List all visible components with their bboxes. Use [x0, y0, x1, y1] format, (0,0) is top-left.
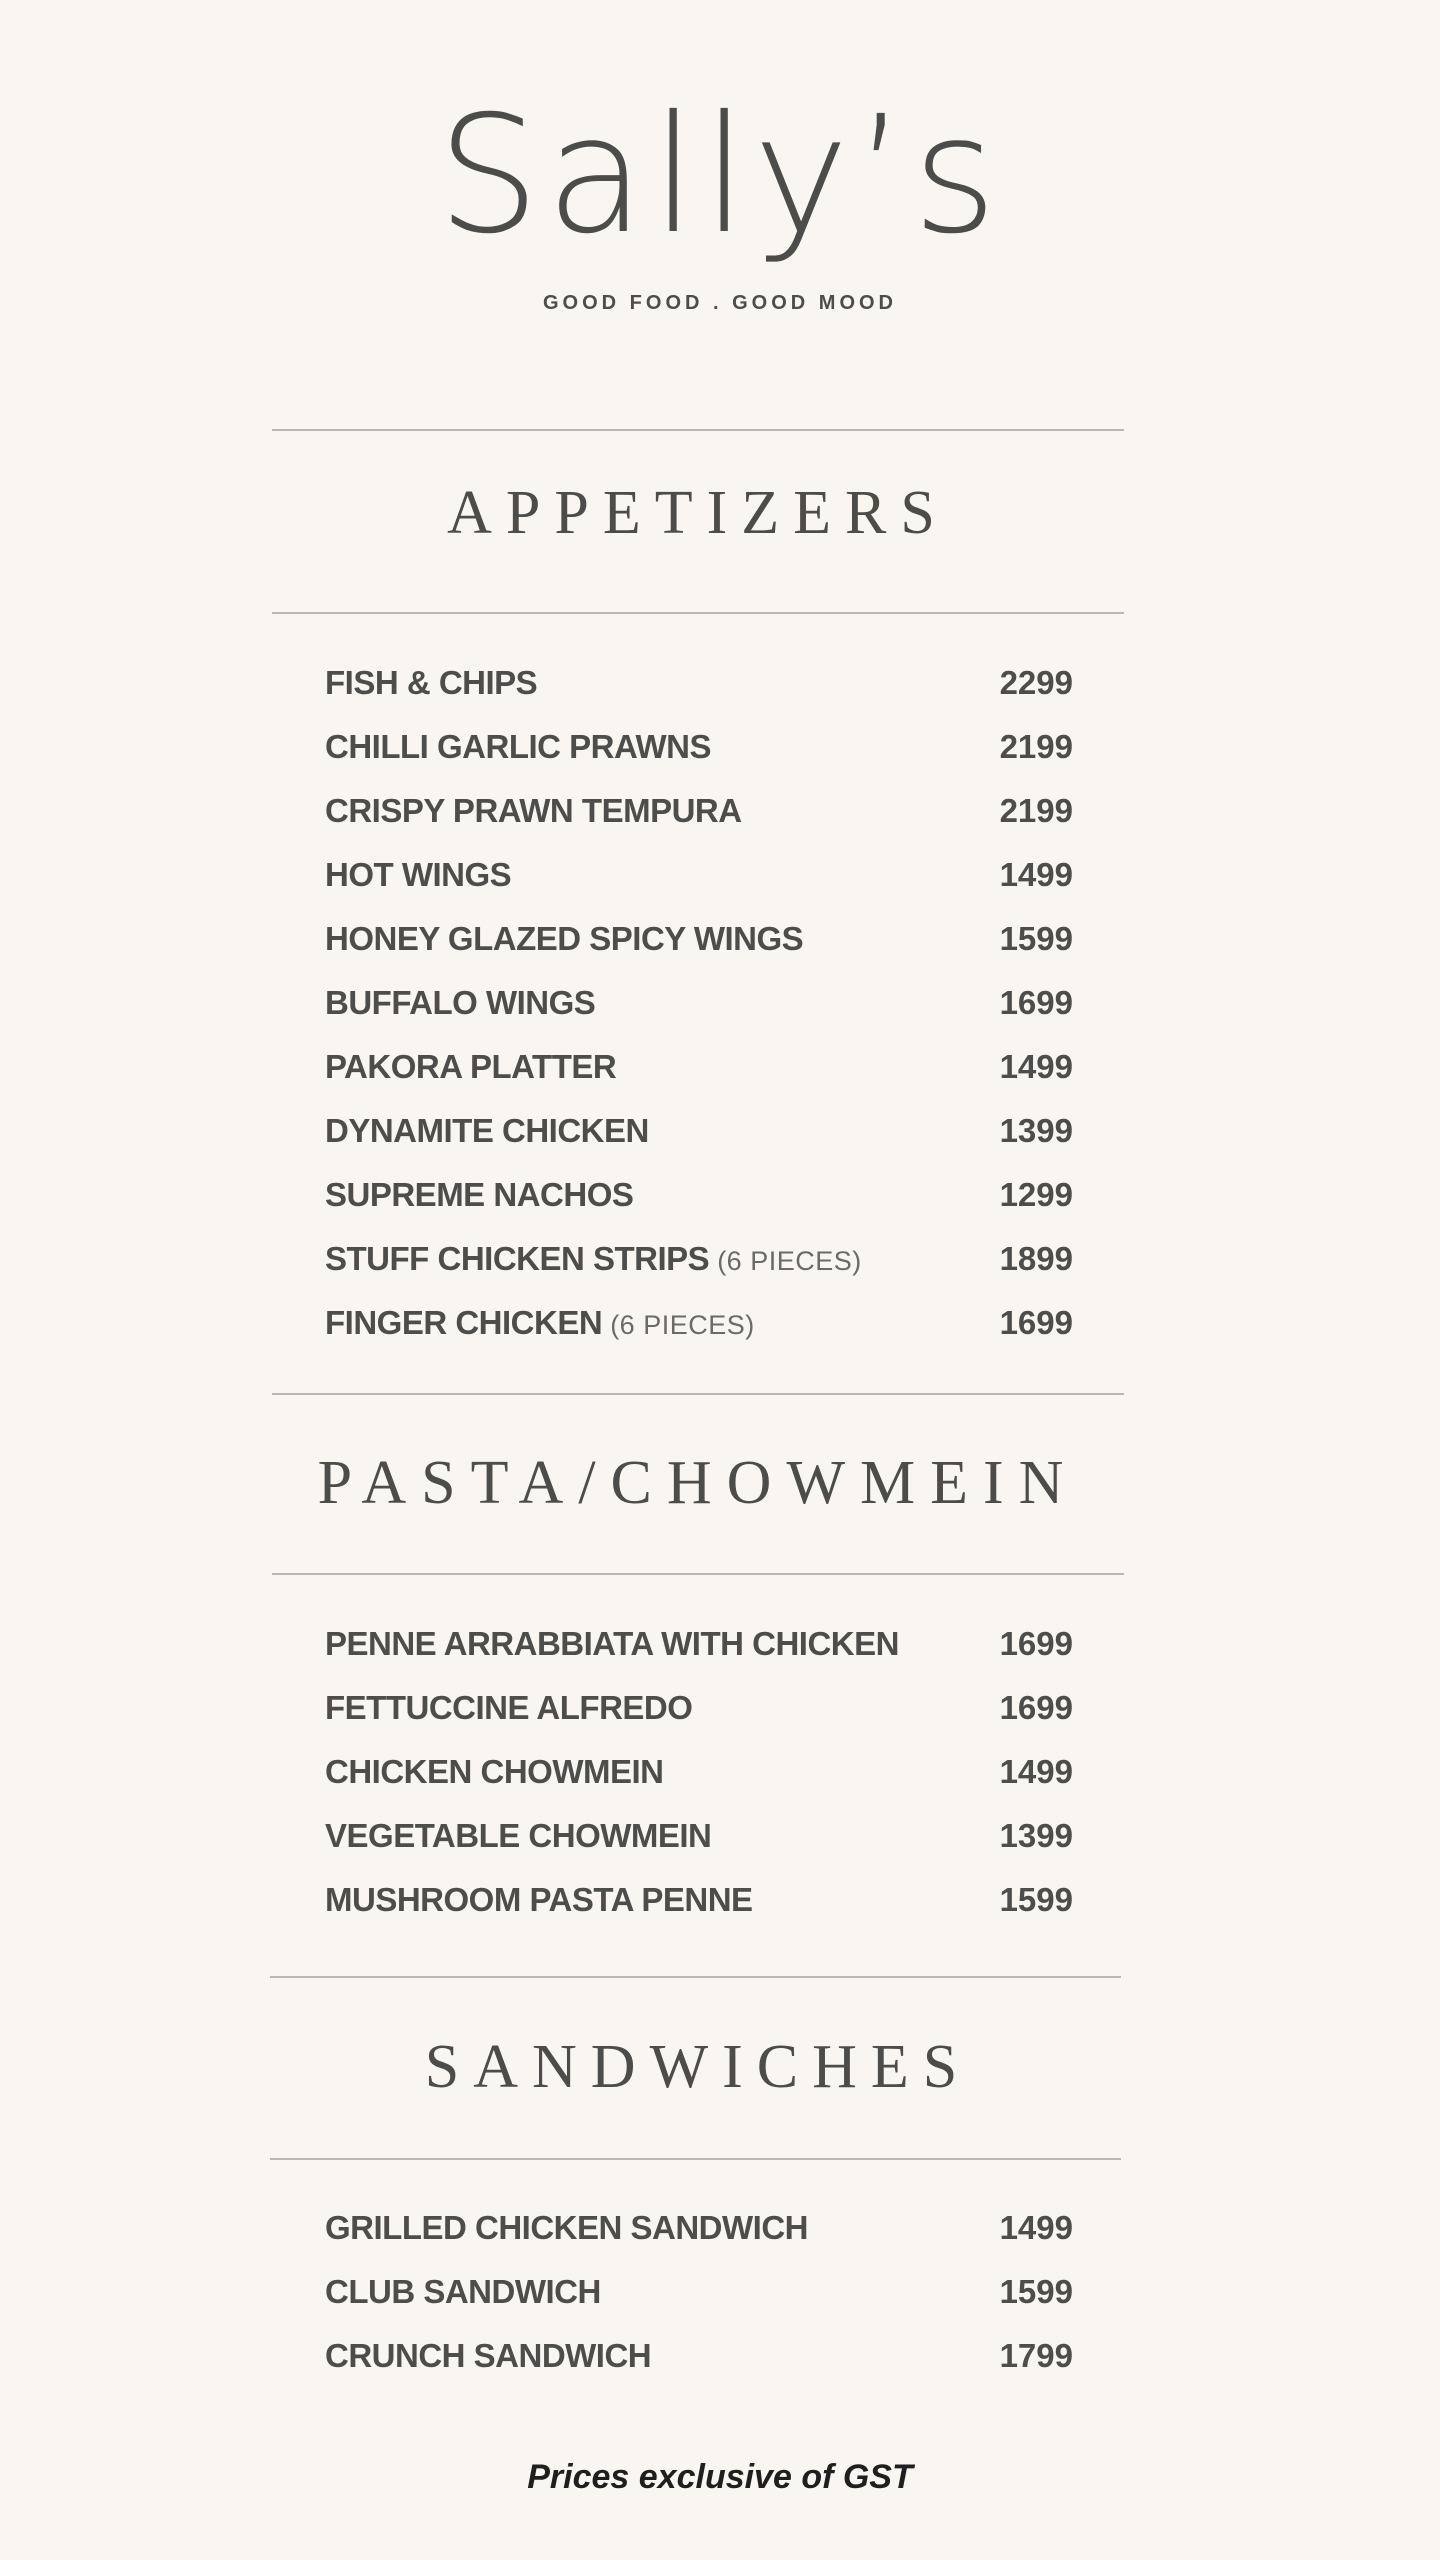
brand-tagline: GOOD FOOD . GOOD MOOD	[543, 292, 897, 314]
footer-gst-note: Prices exclusive of GST	[527, 2458, 913, 2496]
menu-item	[325, 1804, 1075, 1868]
menu-item-label: CHILLI GARLIC PRAWNS	[325, 728, 711, 765]
menu-item-price: 1699	[999, 984, 1073, 1021]
menu-item	[325, 1676, 1075, 1740]
section-title-appetizers: APPETIZERS	[447, 479, 949, 547]
menu-item	[325, 1740, 1075, 1804]
sandwiches-list	[325, 2196, 1075, 2388]
menu-item	[325, 1035, 1075, 1099]
menu-item-price: 1499	[999, 1753, 1073, 1790]
divider	[270, 2158, 1121, 2160]
menu-item-label: SUPREME NACHOS	[325, 1176, 634, 1213]
menu-item	[325, 715, 1075, 779]
menu-item-price: 1699	[999, 1625, 1073, 1662]
menu-item	[325, 779, 1075, 843]
menu-item-price: 1499	[999, 856, 1073, 893]
divider	[272, 1393, 1124, 1395]
menu-item-label: GRILLED CHICKEN SANDWICH	[325, 2209, 808, 2246]
menu-item	[325, 907, 1075, 971]
menu-item-name	[325, 2209, 808, 2247]
menu-item-price: 2199	[999, 792, 1073, 829]
menu-item-name	[325, 1753, 663, 1791]
menu-item-price: 1399	[999, 1817, 1073, 1854]
menu-item	[325, 2196, 1075, 2260]
pasta-list	[325, 1612, 1075, 1932]
menu-item-price: 1699	[999, 1689, 1073, 1726]
section-title-pasta-chowmein: PASTA/CHOWMEIN	[317, 1449, 1079, 1517]
menu-item-label: VEGETABLE CHOWMEIN	[325, 1817, 712, 1854]
menu-item	[325, 1163, 1075, 1227]
menu-item-label: DYNAMITE CHICKEN	[325, 1112, 649, 1149]
divider	[272, 429, 1124, 431]
menu-item-name	[325, 856, 511, 894]
menu-item-label: HONEY GLAZED SPICY WINGS	[325, 920, 804, 957]
divider	[270, 1976, 1121, 1978]
menu-item	[325, 843, 1075, 907]
brand-logo-text: Sally’s	[437, 82, 1003, 270]
menu-item-price: 1499	[999, 1048, 1073, 1085]
menu-item-name	[325, 1240, 862, 1278]
menu-item-name	[325, 1817, 711, 1855]
menu-item-name	[325, 2337, 651, 2375]
menu-item-name	[325, 1176, 633, 1214]
menu-item-label: FETTUCCINE ALFREDO	[325, 1689, 693, 1726]
menu-item-label: MUSHROOM PASTA PENNE	[325, 1881, 753, 1918]
menu-item-name	[325, 1048, 616, 1086]
menu-item	[325, 1227, 1075, 1291]
menu-item-price: 1599	[999, 2273, 1073, 2310]
menu-item-price: 1599	[999, 1881, 1073, 1918]
menu-item-price: 1399	[999, 1112, 1073, 1149]
menu-item	[325, 971, 1075, 1035]
menu-item-label: HOT WINGS	[325, 856, 512, 893]
menu-item-label: CHICKEN CHOWMEIN	[325, 1753, 664, 1790]
menu-item	[325, 651, 1075, 715]
menu-item	[325, 1612, 1075, 1676]
menu-item-name	[325, 1689, 692, 1727]
divider	[272, 1573, 1124, 1575]
menu-item-name	[325, 1304, 755, 1342]
menu-item-price: 1499	[999, 2209, 1073, 2246]
menu-item	[325, 1868, 1075, 1932]
menu-item-label: PAKORA PLATTER	[325, 1048, 617, 1085]
menu-item-note: (6 PIECES)	[717, 1246, 862, 1276]
menu-item-name	[325, 664, 537, 702]
menu-item-name	[325, 1625, 899, 1663]
menu-item-name	[325, 920, 803, 958]
menu-item-label: FISH & CHIPS	[325, 664, 538, 701]
menu-item-name	[325, 728, 711, 766]
menu-item-label: BUFFALO WINGS	[325, 984, 596, 1021]
divider	[272, 612, 1124, 614]
menu-item-label: STUFF CHICKEN STRIPS	[325, 1240, 710, 1277]
menu-item	[325, 2324, 1075, 2388]
menu-item-note: (6 PIECES)	[610, 1310, 755, 1340]
menu-item-name	[325, 1112, 649, 1150]
menu-item-price: 1799	[999, 2337, 1073, 2374]
menu-item-name	[325, 984, 595, 1022]
appetizers-list	[325, 651, 1075, 1355]
menu-item-label: FINGER CHICKEN	[325, 1304, 603, 1341]
menu-item	[325, 2260, 1075, 2324]
section-title-sandwiches: SANDWICHES	[424, 2033, 972, 2101]
menu-item	[325, 1291, 1075, 1355]
menu-item-label: CRUNCH SANDWICH	[325, 2337, 652, 2374]
menu-item-label: PENNE ARRABBIATA WITH CHICKEN	[325, 1625, 899, 1662]
menu-item-label: CRISPY PRAWN TEMPURA	[325, 792, 742, 829]
menu-item-label: CLUB SANDWICH	[325, 2273, 601, 2310]
menu-item-price: 1899	[999, 1240, 1073, 1277]
menu-item-name	[325, 1881, 753, 1919]
menu-item-name	[325, 792, 742, 830]
menu-item-price: 2299	[999, 664, 1073, 701]
menu-item	[325, 1099, 1075, 1163]
menu-item-price: 2199	[999, 728, 1073, 765]
menu-item-name	[325, 2273, 601, 2311]
menu-item-price: 1699	[999, 1304, 1073, 1341]
menu-item-price: 1299	[999, 1176, 1073, 1213]
menu-item-price: 1599	[999, 920, 1073, 957]
